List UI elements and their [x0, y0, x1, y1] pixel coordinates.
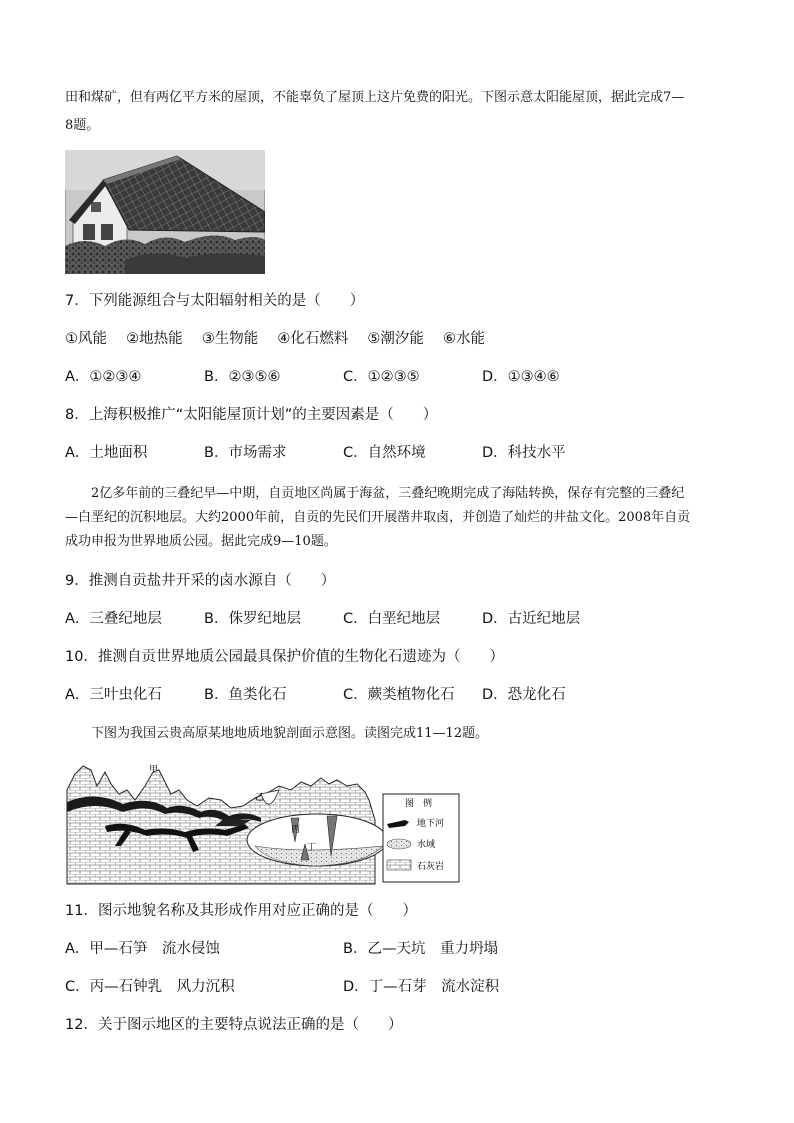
- legend-limestone-symbol: [387, 860, 411, 870]
- q7-option-a[interactable]: A．①②③④: [65, 369, 142, 385]
- q10-option-b[interactable]: B．鱼类化石: [204, 687, 287, 703]
- q9-option-b[interactable]: B．侏罗纪地层: [204, 611, 301, 627]
- passage1-line1: 田和煤矿，但有两亿平方米的屋顶，不能辜负了屋顶上这片免费的阳光。下图示意太阳能屋顶，据此完成7—: [65, 90, 685, 105]
- legend-water: 水域: [417, 840, 436, 850]
- legend-water-symbol: [387, 839, 411, 849]
- legend-title: 图 例: [405, 799, 433, 809]
- passage1-line2: 8题。: [65, 118, 100, 133]
- label-bing: 丙: [291, 825, 301, 835]
- passage3-line1: 下图为我国云贵高原某地地质地貌剖面示意图。读图完成11—12题。: [91, 726, 489, 741]
- q8-option-b[interactable]: B．市场需求: [204, 445, 287, 461]
- q9-option-c[interactable]: C．白垩纪地层: [343, 611, 441, 627]
- q11-option-b[interactable]: B．乙—天坑 重力坍塌: [343, 941, 498, 957]
- q8-stem: 8．上海积极推广“太阳能屋顶计划”的主要因素是（ ）: [65, 407, 438, 423]
- q10-stem: 10．推测自贡世界地质公园最具保护价值的生物化石遗迹为（ ）: [65, 649, 504, 665]
- q7-option-c[interactable]: C．①②③⑤: [343, 369, 420, 385]
- legend-river: 地下河: [417, 819, 445, 829]
- q11-stem: 11．图示地貌名称及其形成作用对应正确的是（ ）: [65, 903, 417, 919]
- solar-roof-photo: [65, 150, 265, 274]
- karst-section-figure: [65, 760, 461, 886]
- q10-option-a[interactable]: A．三叶虫化石: [65, 687, 162, 703]
- q7-option-b[interactable]: B．②③⑤⑥: [204, 369, 281, 385]
- solar-roof-photo-svg: [65, 150, 265, 274]
- label-yi: 乙: [255, 793, 265, 803]
- label-ding: 丁: [307, 843, 317, 853]
- q11-option-d[interactable]: D．丁—石芽 流水淀积: [343, 979, 500, 995]
- karst-section-svg: [65, 760, 461, 886]
- passage2-line3: 成功申报为世界地质公园。据此完成9—10题。: [65, 534, 337, 549]
- q7-stem: 7．下列能源组合与太阳辐射相关的是（ ）: [65, 293, 365, 309]
- passage2-line2: —白垩纪的沉积地层。大约2000年前，自贡的先民们开展凿井取卤，并创造了灿烂的井盐文化。2008年自贡: [65, 510, 691, 525]
- q12-stem: 12．关于图示地区的主要特点说法正确的是（ ）: [65, 1017, 403, 1033]
- q7-items: ①风能 ②地热能 ③生物能 ④化石燃料 ⑤潮汐能 ⑥水能: [65, 331, 486, 347]
- q9-stem: 9．推测自贡盐井开采的卤水源自（ ）: [65, 573, 336, 589]
- legend-limestone: 石灰岩: [417, 862, 445, 872]
- q8-option-c[interactable]: C．自然环境: [343, 445, 426, 461]
- q8-option-d[interactable]: D．科技水平: [482, 445, 566, 461]
- q7-option-d[interactable]: D．①③④⑥: [482, 369, 560, 385]
- label-jia: 甲: [149, 765, 159, 775]
- q9-option-a[interactable]: A．三叠纪地层: [65, 611, 162, 627]
- q10-option-c[interactable]: C．蕨类植物化石: [343, 687, 455, 703]
- q11-option-c[interactable]: C．丙—石钟乳 风力沉积: [65, 979, 235, 995]
- q8-option-a[interactable]: A．土地面积: [65, 445, 148, 461]
- passage2-line1: 2亿多年前的三叠纪早—中期，自贡地区尚属于海盆，三叠纪晚期完成了海陆转换，保存有完整的三叠纪: [91, 486, 685, 501]
- q11-option-a[interactable]: A．甲—石笋 流水侵蚀: [65, 941, 220, 957]
- q10-option-d[interactable]: D．恐龙化石: [482, 687, 566, 703]
- q9-option-d[interactable]: D．古近纪地层: [482, 611, 581, 627]
